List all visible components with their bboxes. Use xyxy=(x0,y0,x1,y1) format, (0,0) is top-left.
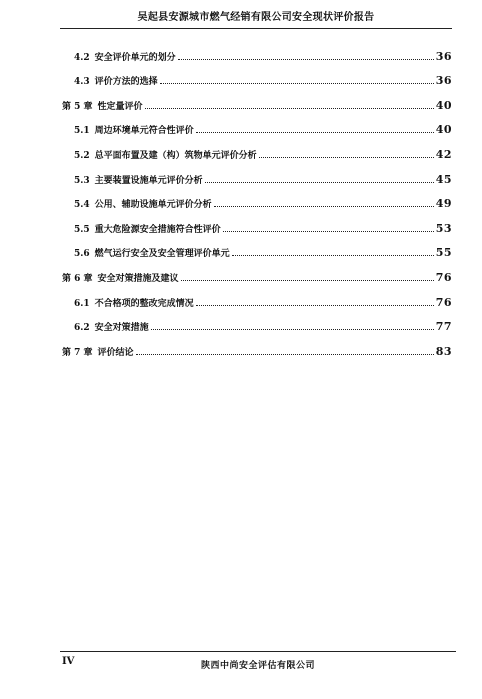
toc-entry-page: 77 xyxy=(435,320,452,334)
toc-entry-number: 5.3 xyxy=(74,175,90,186)
toc-dot-leader xyxy=(181,280,434,281)
toc-dot-leader xyxy=(232,255,434,256)
toc-entry-number: 5.2 xyxy=(74,150,90,161)
toc-entry-number: 5.5 xyxy=(74,224,90,235)
page-footer xyxy=(60,651,456,672)
toc-chapter-entry[interactable] xyxy=(62,259,452,284)
toc-section-entry[interactable] xyxy=(62,38,452,63)
footer-organization: 陕西中尚安全评估有限公司 xyxy=(200,661,315,671)
toc-chapter-entry[interactable] xyxy=(62,87,452,112)
toc-entry-page: 83 xyxy=(435,344,452,358)
toc-section-entry[interactable] xyxy=(62,210,452,235)
toc-section-entry[interactable] xyxy=(62,186,452,211)
toc-section-entry[interactable] xyxy=(62,284,452,309)
toc-section-entry[interactable] xyxy=(62,235,452,260)
toc-chapter-entry[interactable] xyxy=(62,333,452,358)
toc-dot-leader xyxy=(136,354,434,355)
toc-entry-page: 45 xyxy=(435,172,452,186)
toc-entry-title: 不合格项的整改完成情况 xyxy=(94,298,194,309)
toc-entry-title: 重大危险源安全措施符合性评价 xyxy=(94,224,221,235)
toc-entry-title: 安全对策措施及建议 xyxy=(97,273,179,284)
toc-section-entry[interactable] xyxy=(62,309,452,334)
toc-dot-leader xyxy=(223,231,434,232)
toc-section-entry[interactable] xyxy=(62,112,452,137)
toc-entry-page: 76 xyxy=(435,295,452,309)
header-title: 吴起县安源城市燃气经销有限公司安全现状评价报告 xyxy=(137,12,375,23)
toc-entry-number: 第 5 章 xyxy=(62,101,93,112)
toc-dot-leader xyxy=(205,182,434,183)
toc-entry-title: 评价结论 xyxy=(97,347,134,358)
toc-entry-number: 5.1 xyxy=(74,126,90,137)
toc-entry-number: 第 6 章 xyxy=(62,273,93,284)
toc-entry-number: 4.3 xyxy=(74,77,90,88)
toc-dot-leader xyxy=(259,157,434,158)
toc-entry-number: 5.4 xyxy=(74,200,90,211)
toc-entry-page: 49 xyxy=(435,197,452,211)
toc-entry-page: 40 xyxy=(435,123,452,137)
toc-dot-leader xyxy=(145,108,434,109)
table-of-contents xyxy=(62,38,452,358)
toc-entry-page: 36 xyxy=(435,49,452,63)
toc-entry-page: 76 xyxy=(435,270,452,284)
toc-dot-leader xyxy=(178,59,434,60)
toc-entry-number: 6.2 xyxy=(74,323,90,334)
toc-entry-number: 6.1 xyxy=(74,298,90,309)
toc-entry-title: 公用、辅助设施单元评价分析 xyxy=(94,200,212,211)
toc-entry-title: 总平面布置及建（构）筑物单元评价分析 xyxy=(94,150,257,161)
toc-entry-number: 4.2 xyxy=(74,52,90,63)
page-header xyxy=(60,8,452,29)
toc-dot-leader xyxy=(214,206,434,207)
toc-section-entry[interactable] xyxy=(62,63,452,88)
toc-entry-title: 主要装置设施单元评价分析 xyxy=(94,175,203,186)
toc-entry-title: 评价方法的选择 xyxy=(94,77,158,88)
toc-entry-title: 燃气运行安全及安全管理评价单元 xyxy=(94,249,230,260)
toc-entry-title: 安全评价单元的划分 xyxy=(94,52,176,63)
toc-entry-page: 36 xyxy=(435,74,452,88)
toc-dot-leader xyxy=(196,305,434,306)
toc-entry-title: 性定量评价 xyxy=(97,101,143,112)
toc-dot-leader xyxy=(160,83,434,84)
toc-entry-number: 第 7 章 xyxy=(62,347,93,358)
toc-dot-leader xyxy=(151,329,434,330)
toc-section-entry[interactable] xyxy=(62,161,452,186)
toc-section-entry[interactable] xyxy=(62,136,452,161)
toc-entry-title: 安全对策措施 xyxy=(94,323,149,334)
toc-dot-leader xyxy=(196,132,434,133)
toc-entry-page: 40 xyxy=(435,98,452,112)
toc-entry-number: 5.6 xyxy=(74,249,90,260)
toc-entry-page: 42 xyxy=(435,147,452,161)
footer-page-number: IV xyxy=(62,656,75,667)
toc-entry-page: 55 xyxy=(435,246,452,260)
toc-entry-title: 周边环境单元符合性评价 xyxy=(94,126,194,137)
toc-entry-page: 53 xyxy=(435,221,452,235)
